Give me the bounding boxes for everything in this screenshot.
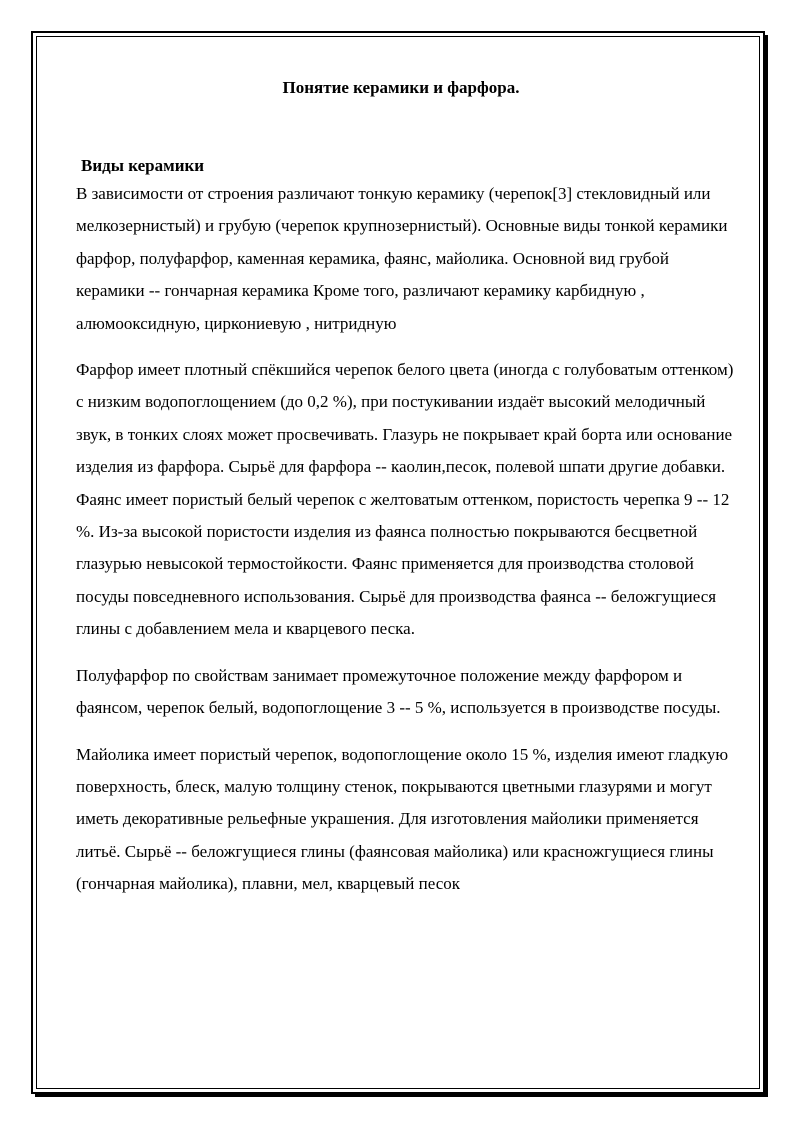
paragraph-ceramics-types: В зависимости от строения различают тонкую керамику (черепок[3] стекловидный или мелкозернистый) и грубую (черепок крупнозернистый). Основные виды тонкой керамики фарфор, полуфарфор, каменная керамика, фаянс, майолика. Основной вид грубой керамики -- гончарная керамика Кроме того, различают керамику карбидную , алюмооксидную, циркониевую , нитридную [76,184,728,333]
page-border-shadow-bottom [35,1094,768,1097]
document-title: Понятие керамики и фарфора. [282,78,520,97]
paragraph-semi-porcelain: Полуфарфор по свойствам занимает промежуточное положение между фарфором и фаянсом, черепок белый, водопоглощение 3 -- 5 %, используется в производстве посуды. [76,665,721,718]
paragraph-porcelain-faience: Фарфор имеет плотный спёкшийся черепок белого цвета (иногда с голубоватым оттенком) с низким водопоглощением (до 0,2 %), при постукивании издаёт высокий мелодичный звук, в тонких слоях может просвечивать. Глазурь не покрывает край борта или основание изделия из фарфора. Сырьё для фарфора -- каолин,песок, полевой шпати другие добавки. Фаянс имеет пористый белый черепок с желтоватым оттенком, пористость черепка 9 -- 12 %. Из-за высокой пористости изделия из фаянса полностью покрываются бесцветной глазурью невысокой термостойкости. Фаянс применяется для производства столовой посуды повседневного использования. Сырьё для производства фаянса -- беложгущиеся глины с добавлением мела и кварцевого песка. [76,360,734,639]
page-border-shadow-right [765,35,768,1097]
document-body [76,76,736,901]
section-heading: Виды керамики [81,156,205,175]
paragraph-majolica: Майолика имеет пористый черепок, водопоглощение около 15 %, изделия имеют гладкую поверхность, блеск, малую толщину стенок, покрываются цветными глазурями и могут иметь декоративные рельефные украшения. Для изготовления майолики применяется литьё. Сырьё -- беложгущиеся глины (фаянсовая майолика) или красножгущиеся глины (гончарная майолика), плавни, мел, кварцевый песок [76,744,729,894]
